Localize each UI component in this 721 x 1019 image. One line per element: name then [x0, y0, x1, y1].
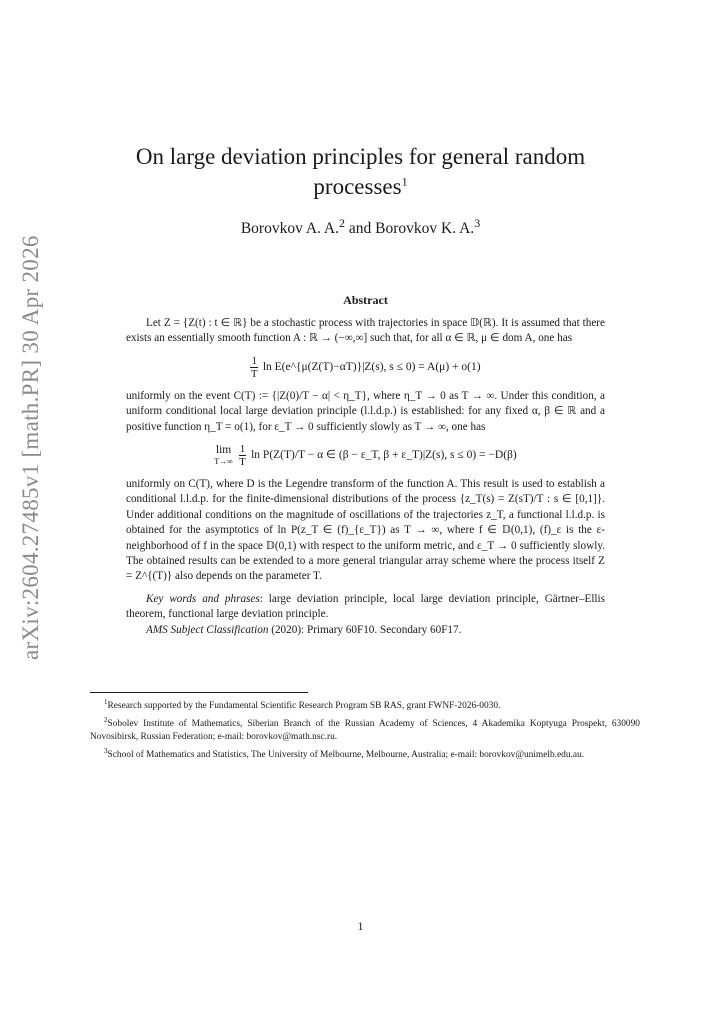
author-list: [100, 215, 621, 238]
display-equation-2: [126, 443, 605, 468]
keywords-line: [126, 592, 605, 623]
equation-1-body: ln E(e^{μ(Z(T)−αT)}|Z(s), s ≤ 0) = A(μ) + o(1): [262, 360, 481, 373]
keywords-text: : large deviation principle, local large deviation principle, Gärtner–Ellis theorem, functional large deviation principle.: [126, 592, 606, 621]
ams-classification-line: [126, 623, 605, 638]
keywords-label: Key words and phrases: [146, 592, 260, 605]
author-2-marker: 3: [474, 215, 481, 230]
display-equation-1: [126, 355, 605, 380]
equation-2-limit: lim T→∞: [214, 443, 233, 466]
author-2: Borovkov K. A.: [375, 220, 475, 237]
paper-title: [100, 142, 621, 202]
abstract-body: [126, 316, 605, 638]
equation-2-fraction: $\frac{1}{T}$: [239, 443, 246, 469]
ams-text: (2020): Primary 60F10. Secondary 60F17.: [268, 623, 462, 636]
title-line-2: processes: [313, 174, 402, 199]
author-1: Borovkov A. A.: [240, 220, 339, 237]
equation-2-body: ln P(Z(T)/T − α ∈ (β − ε_T, β + ε_T)|Z(s), s ≤ 0) = −D(β): [251, 449, 517, 462]
footnote-3: $^3$School of Mathematics and Statistics, The University of Melbourne, Melbourne, Australia; e-mail: borovkov@unimelb.edu.au.: [104, 747, 585, 761]
title-line-1: On large deviation principles for general random: [135, 144, 586, 169]
ams-label: AMS Subject Classification: [146, 623, 269, 636]
abstract-paragraph-1: Let Z = {Z(t) : t ∈ ℝ} be a stochastic process with trajectories in space 𝔻(ℝ). It is assumed that there exists an essentially smooth function A : ℝ → (−∞,∞] such that, for all α ∈ ℝ, μ ∈ dom A, one has: [126, 317, 605, 345]
title-footnote-marker: 1: [401, 174, 408, 189]
abstract-paragraph-3: uniformly on C(T), where D is the Legendre transform of the function A. This result is used to establish a conditional l.l.d.p. for the finite-dimensional distributions of the process {z_T(s) = Z(sT)/T : s ∈ [0,1]}. Under additional conditions on the magnitude of oscillations of the trajectories z_T, a functional l.l.d.p. is obtained for the asymptotics of ln P(z_T ∈ (f)_{ε_T}) as T → ∞, where f ∈ 𝔻(0,1), (f)_ε is the ε-neighborhood of f in the space 𝔻(0,1) with respect to the uniform metric, and ε_T → 0 sufficiently slowly. The obtained results can be extended to a more general triangular array scheme where the process itself Z = Z^{(T)} also depends on the parameter T.: [126, 478, 605, 583]
author-joiner: and: [345, 220, 376, 237]
footnotes: [90, 696, 640, 763]
arxiv-identifier-stamp: arXiv:2604.27485v1 [math.PR] 30 Apr 2026: [18, 235, 43, 660]
page-number: 1: [357, 921, 364, 933]
abstract-heading: Abstract: [343, 293, 388, 307]
footnote-1: $^1$Research supported by the Fundamental Scientific Research Program SB RAS, grant FWNF-2026-0030.: [104, 698, 501, 712]
author-1-marker: 2: [339, 215, 345, 230]
footnote-divider: [90, 692, 308, 693]
footnote-2: $^2$Sobolev Institute of Mathematics, Siberian Branch of the Russian Academy of Sciences, 4 Akademika Koptyuga Prospekt, 630090 Novosibirsk, Russian Federation; e-mail: borovkov@math.nsc.ru.: [90, 715, 640, 743]
abstract-paragraph-2: uniformly on the event C(T) := {|Z(0)/T − α| < η_T}, where η_T → 0 as T → ∞. Under this condition, a uniform conditional local large deviation principle (l.l.d.p.) is established: for any fixed α, β ∈ ℝ and a positive function η_T = o(1), for ε_T → 0 sufficiently slowly as T → ∞, one has: [126, 389, 605, 433]
equation-1-fraction: $\frac{1}{T}$: [250, 354, 258, 380]
